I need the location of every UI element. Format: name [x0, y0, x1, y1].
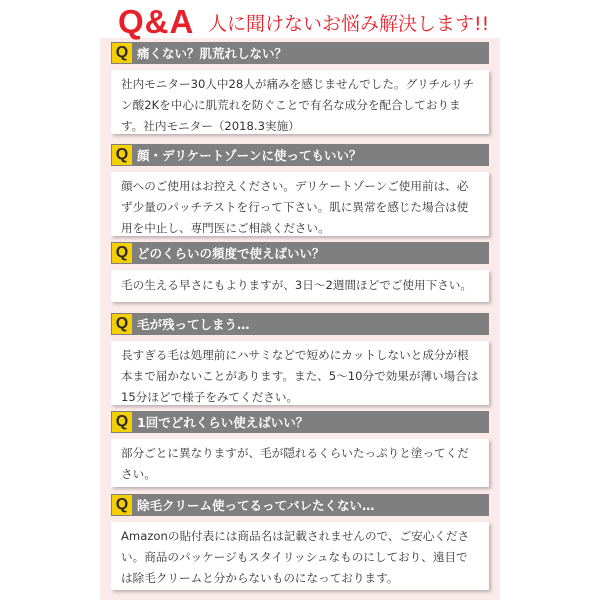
q-badge-icon: Q — [112, 495, 132, 515]
qa-item-2 — [111, 144, 489, 236]
qa-item-6 — [111, 494, 489, 590]
qa-item-3 — [111, 242, 489, 302]
question-bar — [111, 42, 489, 64]
question-text: 除毛クリーム使ってるってバレたくない… — [137, 498, 375, 513]
answer-box: 顔へのご使用はお控えください。デリケートゾーンご使用前は、必ず少量のパッチテストを行って下さい。肌に異常を感じた場合は使用を中止し、専門医にご相談ください。 — [111, 172, 489, 236]
question-bar — [111, 242, 489, 264]
answer-box: 社内モニター30人中28人が痛みを感じませんでした。グリチルリチン酸2Kを中心に肌荒れを防ぐことで有名な成分を配合しております。社内モニター（2018.3実施） — [111, 70, 489, 134]
q-badge-icon: Q — [112, 412, 132, 432]
answer-box: 毛の生える早さにもよりますが、3日〜2週間ほどでご使用下さい。 — [111, 270, 489, 302]
qa-logo: Q&A — [118, 3, 195, 40]
header-title: 人に聞けないお悩み解決します!! — [208, 13, 490, 35]
question-bar — [111, 411, 489, 433]
question-text: 顔・デリケートゾーンに使ってもいい？ — [137, 148, 362, 163]
question-bar — [111, 144, 489, 166]
answer-box: 長すぎる毛は処理前にハサミなどで短めにカットしないと成分が根本まで届かないことがあります。また、5〜10分で効果が薄い場合は15分ほどで様子をみてください。 — [111, 341, 489, 405]
q-badge-icon: Q — [112, 314, 132, 334]
question-text: 毛が残ってしまう… — [137, 317, 250, 332]
question-bar — [111, 313, 489, 335]
question-text: どのくらいの頻度で使えばいい？ — [137, 246, 325, 261]
q-badge-icon: Q — [112, 145, 132, 165]
question-bar — [111, 494, 489, 516]
answer-box: Amazonの貼付表には商品名は記載されませんので、ご安心ください。商品のパッケージもスタイリッシュなものにしており、遠目では除毛クリームと分からないものになっております。 — [111, 522, 489, 590]
qa-item-4 — [111, 313, 489, 405]
answer-box: 部分ごとに異なりますが、毛が隠れるくらいたっぷりと塗ってください。 — [111, 439, 489, 487]
question-text: 1回でどれくらい使えばいい？ — [137, 415, 309, 430]
q-badge-icon: Q — [112, 43, 132, 63]
qa-item-1 — [111, 42, 489, 134]
q-badge-icon: Q — [112, 243, 132, 263]
header — [0, 0, 600, 42]
question-text: 痛くない？肌荒れしない？ — [137, 46, 288, 61]
qa-item-5 — [111, 411, 489, 487]
